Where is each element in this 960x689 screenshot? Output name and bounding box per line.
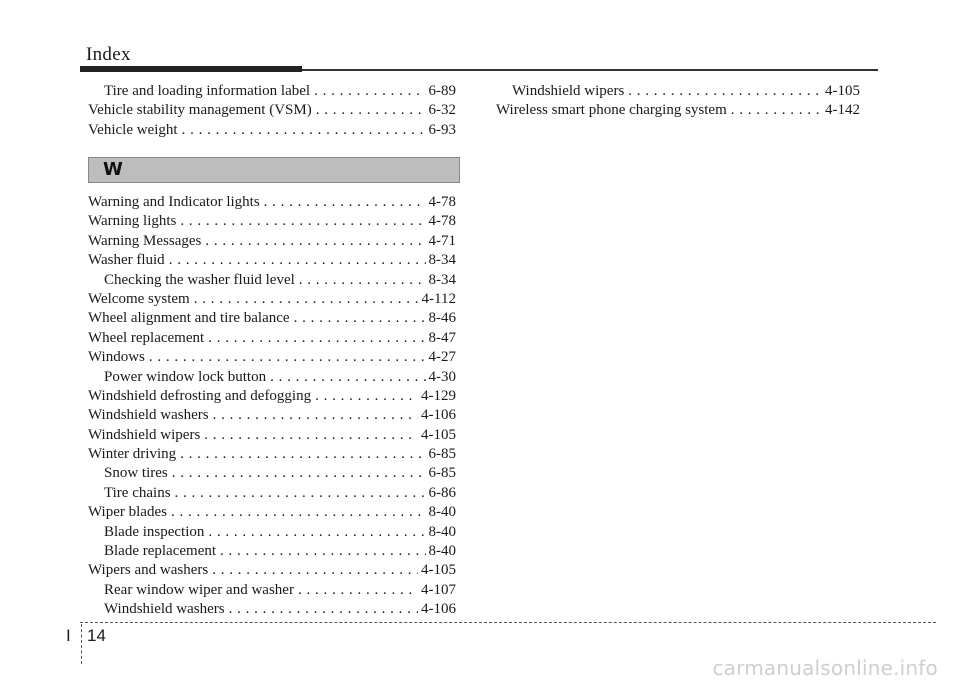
dot-leader <box>212 561 418 580</box>
entry-label: Checking the washer fluid level <box>104 271 295 288</box>
entry-label: Snow tires <box>104 465 168 482</box>
entry-page: 4-27 <box>428 349 456 366</box>
entry-page: 4-78 <box>428 213 456 230</box>
entry-label: Windshield defrosting and defogging <box>88 387 312 404</box>
index-entry <box>88 329 456 348</box>
section-letter: W <box>103 159 123 180</box>
index-entry <box>88 309 456 328</box>
entry-page: 6-85 <box>428 446 456 463</box>
index-subentry <box>88 600 456 619</box>
dot-leader <box>182 121 426 140</box>
entry-page: 4-105 <box>421 426 456 443</box>
dot-leader <box>294 309 426 328</box>
entry-label: Winter driving <box>88 446 177 463</box>
entry-page: 8-40 <box>428 543 456 560</box>
dot-leader <box>171 503 426 522</box>
dot-leader <box>229 600 418 619</box>
entry-page: 4-105 <box>421 562 456 579</box>
index-subentry <box>88 581 456 600</box>
index-entry <box>88 348 456 367</box>
entry-page: 8-46 <box>428 310 456 327</box>
index-entry <box>88 445 456 464</box>
index-entry <box>88 387 456 406</box>
entry-label: Windshield washers <box>88 407 209 424</box>
entry-label: Warning Messages <box>88 232 202 249</box>
index-subentry <box>88 464 456 483</box>
index-entry <box>496 101 860 120</box>
dot-leader <box>220 542 425 561</box>
entry-label: Wireless smart phone charging system <box>496 102 727 119</box>
entry-label: Wheel alignment and tire balance <box>88 310 290 327</box>
index-column-left-top <box>88 82 456 140</box>
index-entry <box>88 212 456 231</box>
entry-page: 8-40 <box>428 504 456 521</box>
index-subentry <box>88 542 456 561</box>
index-entry <box>88 503 456 522</box>
entry-page: 6-85 <box>428 465 456 482</box>
index-entry <box>88 232 456 251</box>
entry-page: 8-40 <box>428 523 456 540</box>
entry-label: Tire chains <box>104 484 171 501</box>
entry-page: 4-107 <box>421 581 456 598</box>
entry-label: Power window lock button <box>104 368 267 385</box>
index-entry <box>88 290 456 309</box>
dot-leader <box>213 406 418 425</box>
footer-divider <box>81 624 82 664</box>
entry-page: 8-34 <box>428 271 456 288</box>
entry-page: 8-47 <box>428 329 456 346</box>
entry-label: Windshield wipers <box>512 83 625 99</box>
entry-page: 6-86 <box>428 484 456 501</box>
entry-label: Warning and Indicator lights <box>88 194 260 210</box>
page-title: Index <box>86 44 131 65</box>
index-subentry <box>88 484 456 503</box>
entry-label: Blade inspection <box>104 523 205 540</box>
watermark: carmanualsonline.info <box>712 656 938 680</box>
footer-page-number: 14 <box>87 626 106 645</box>
index-subentry <box>496 82 860 101</box>
entry-label: Warning lights <box>88 213 177 230</box>
index-entry <box>88 561 456 580</box>
entry-label: Wipers and washers <box>88 562 209 579</box>
entry-label: Welcome system <box>88 290 190 307</box>
entry-label: Windshield washers <box>104 601 225 618</box>
index-subentry <box>88 271 456 290</box>
dot-leader <box>208 329 425 348</box>
index-column-left-w <box>88 193 456 620</box>
index-entry <box>88 121 456 140</box>
dot-leader <box>314 82 425 101</box>
index-entry <box>88 406 456 425</box>
dot-leader <box>298 581 418 600</box>
index-subentry <box>88 368 456 387</box>
entry-label: Vehicle stability management (VSM) <box>88 102 312 119</box>
entry-label: Windshield wipers <box>88 426 201 443</box>
section-letter-bar <box>88 157 460 183</box>
dot-leader <box>204 426 418 445</box>
index-entry <box>88 101 456 120</box>
entry-page: 6-89 <box>428 83 456 99</box>
footer-section-label: I <box>66 626 71 645</box>
dot-leader <box>731 101 822 120</box>
entry-label: Windows <box>88 349 145 366</box>
dot-leader <box>180 445 425 464</box>
entry-label: Washer fluid <box>88 252 165 269</box>
dot-leader <box>299 271 426 290</box>
entry-label: Wheel replacement <box>88 329 205 346</box>
entry-page: 4-71 <box>428 232 456 249</box>
entry-page: 4-142 <box>825 102 860 119</box>
entry-page: 8-34 <box>428 252 456 269</box>
dot-leader <box>149 348 426 367</box>
entry-page: 4-106 <box>421 601 456 618</box>
dot-leader <box>172 464 426 483</box>
header-accent-bar <box>80 66 302 72</box>
dot-leader <box>270 368 425 387</box>
entry-page: 4-129 <box>421 387 456 404</box>
index-entry <box>88 251 456 270</box>
index-entry <box>88 426 456 445</box>
entry-page: 4-78 <box>428 194 456 210</box>
entry-label: Wiper blades <box>88 504 167 521</box>
entry-label: Tire and loading information label <box>104 83 311 99</box>
index-entry <box>88 193 456 212</box>
entry-page: 4-30 <box>428 368 456 385</box>
index-subentry <box>88 82 456 101</box>
footer-rule <box>80 622 936 623</box>
dot-leader <box>264 193 426 212</box>
entry-page: 6-32 <box>428 102 456 119</box>
dot-leader <box>175 484 426 503</box>
entry-page: 6-93 <box>428 121 456 138</box>
index-column-right <box>496 82 860 121</box>
dot-leader <box>316 101 426 120</box>
dot-leader <box>628 82 822 101</box>
dot-leader <box>205 232 425 251</box>
dot-leader <box>208 523 425 542</box>
dot-leader <box>180 212 425 231</box>
index-subentry <box>88 523 456 542</box>
entry-label: Vehicle weight <box>88 121 178 138</box>
entry-page: 4-106 <box>421 407 456 424</box>
dot-leader <box>315 387 418 406</box>
entry-page: 4-105 <box>825 83 860 99</box>
dot-leader <box>169 251 426 270</box>
entry-label: Blade replacement <box>104 543 217 560</box>
entry-label: Rear window wiper and washer <box>104 581 294 598</box>
entry-page: 4-112 <box>421 290 456 307</box>
dot-leader <box>194 290 419 309</box>
